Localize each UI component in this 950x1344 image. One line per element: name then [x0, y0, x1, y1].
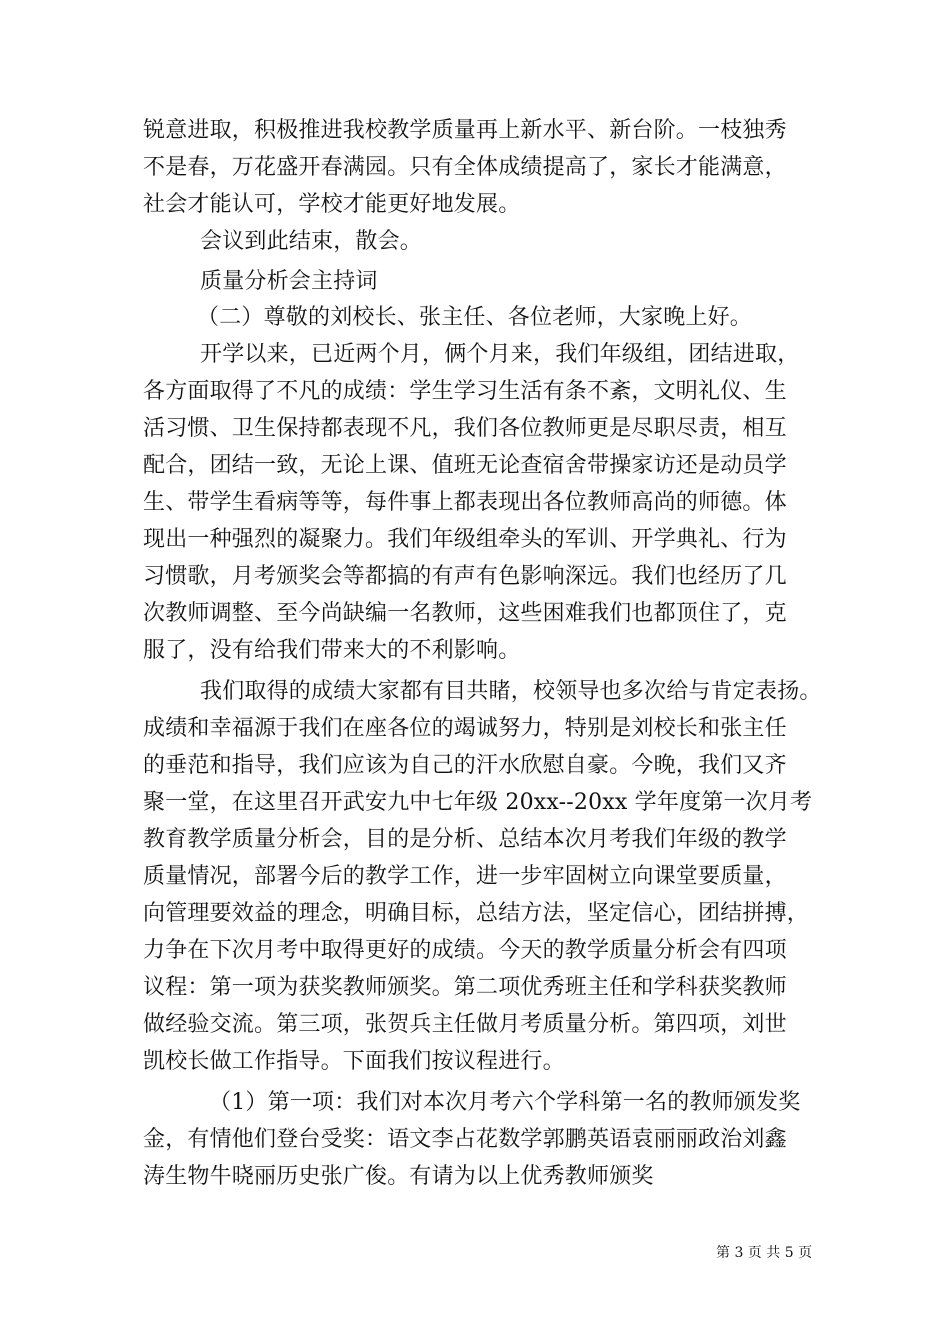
- page-number: 第 3 页 共 5 页: [716, 1245, 813, 1261]
- text-line: 做经验交流。第三项，张贺兵主任做月考质量分析。第四项，刘世: [143, 1012, 787, 1037]
- text-line: 成绩和幸福源于我们在座各位的竭诚努力，特别是刘校长和张主任: [143, 716, 787, 741]
- text-line: 现出一种强烈的凝聚力。我们年级组牵头的军训、开学典礼、行为: [143, 527, 787, 552]
- section-title: 质量分析会主持词: [200, 269, 378, 294]
- text-line: 服了，没有给我们带来大的不利影响。: [143, 638, 521, 663]
- text-line: 次教师调整、至今尚缺编一名教师，这些困难我们也都顶住了，克: [143, 601, 787, 626]
- text-line: 的垂范和指导，我们应该为自己的汗水欣慰自豪。今晚，我们又齐: [143, 753, 787, 778]
- text-line: （1）第一项：我们对本次月考六个学科第一名的教师颁发奖: [209, 1090, 801, 1115]
- text-line: 质量情况，部署今后的教学工作，进一步牢固树立向课堂要质量，: [143, 864, 787, 889]
- text-line: 金，有情他们登台受奖：语文李占花数学郭鹏英语袁丽丽政治刘鑫: [143, 1127, 787, 1152]
- text-line: （二）尊敬的刘校长、张主任、各位老师，大家晚上好。: [197, 305, 753, 330]
- text-line: 各方面取得了不凡的成绩：学生学习生活有条不紊，文明礼仪、生: [143, 379, 787, 404]
- text-line: 力争在下次月考中取得更好的成绩。今天的教学质量分析会有四项: [143, 938, 787, 963]
- text-line: 聚一堂，在这里召开武安九中七年级 20xx--20xx 学年度第一次月考: [143, 790, 813, 815]
- text-line: 配合，团结一致，无论上课、值班无论查宿舍带操家访还是动员学: [143, 453, 787, 478]
- text-line: 生、带学生看病等等，每件事上都表现出各位教师高尚的师德。体: [143, 490, 787, 515]
- text-line: 会议到此结束，散会。: [200, 229, 423, 254]
- text-line: 我们取得的成绩大家都有目共睹，校领导也多次给与肯定表扬。: [200, 679, 822, 704]
- text-line: 习惯歌，月考颁奖会等都搞的有声有色影响深远。我们也经历了几: [143, 564, 787, 589]
- text-line: 向管理要效益的理念，明确目标，总结方法，坚定信心，团结拼搏，: [143, 901, 810, 926]
- text-line: 活习惯、卫生保持都表现不凡，我们各位教师更是尽职尽责，相互: [143, 416, 787, 441]
- text-line: 涛生物牛晓丽历史张广俊。有请为以上优秀教师颁奖: [143, 1164, 654, 1189]
- text-line: 社会才能认可，学校才能更好地发展。: [143, 192, 521, 217]
- text-line: 不是春，万花盛开春满园。只有全体成绩提高了，家长才能满意，: [143, 155, 787, 180]
- text-line: 开学以来，已近两个月，俩个月来，我们年级组，团结进取，: [200, 342, 800, 367]
- text-line: 锐意进取，积极推进我校教学质量再上新水平、新台阶。一枝独秀: [143, 118, 787, 143]
- text-line: 凯校长做工作指导。下面我们按议程进行。: [143, 1049, 565, 1074]
- text-line: 教育教学质量分析会，目的是分析、总结本次月考我们年级的教学: [143, 827, 787, 852]
- text-line: 议程：第一项为获奖教师颁奖。第二项优秀班主任和学科获奖教师: [143, 975, 787, 1000]
